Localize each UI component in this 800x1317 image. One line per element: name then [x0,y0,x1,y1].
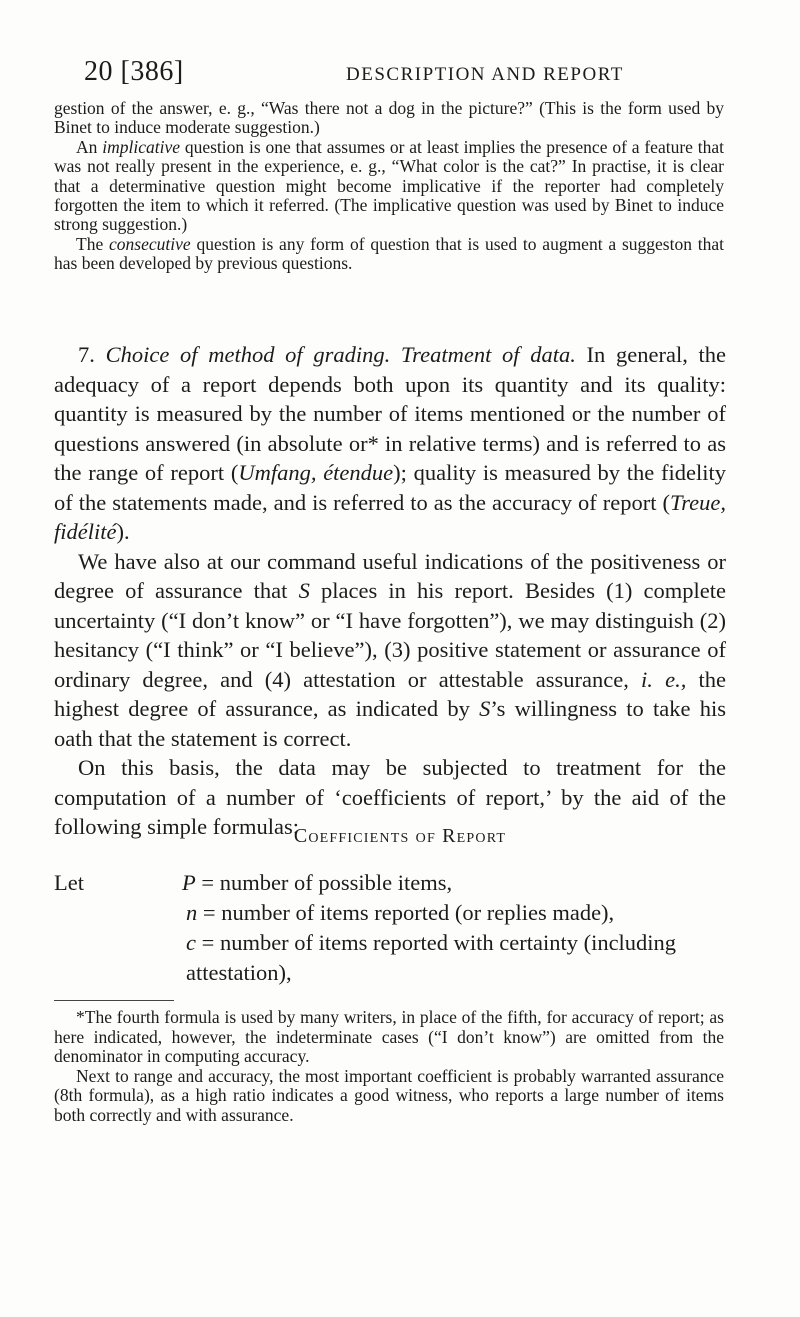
definition-n: n = number of items reported (or replies made), [186,900,615,925]
section-title: Choice of method of grading. Treatment of data. [105,342,576,367]
footnote-rule [54,1000,174,1001]
running-title: DESCRIPTION AND REPORT [346,64,624,85]
let-label: Let [54,870,84,895]
footnote-paragraph-2: Next to range and accuracy, the most important coefficient is probably warranted assurance (8th formula), as a high ratio indicates a good witness, who reports a large number of items both correctly and with assurance. [54,1065,724,1125]
section-number: 7. [78,342,95,367]
definition-c: c = number of items reported with certainty (including attestation), [186,930,677,985]
small-print-block [54,99,724,274]
footnote-paragraph-1: *The fourth formula is used by many writers, in place of the fifth, for accuracy of report; as here indicated, however, the indeterminate cases (“I don’t know”) are omitted from the denominator in computing accuracy. [54,1007,724,1067]
small-paragraph-2: An implicative question is one that assumes or at least implies the presence of a feature that was not really present in the experience, e. g., “What color is the cat?” In practise, it is clear that a determinative question might become implicative if the reporter had completely forgotten the item to which it referred. (The implicative question was used by Binet to induce strong suggestion.) [54,136,724,235]
section-paragraph: 7. Choice of method of grading. Treatment of data. In general, the adequacy of a report depends both upon its quantity and its quality: quantity is measured by the number of items mentioned or the number of questions answered (in absolute or* in relative terms) and is referred to as the range of report (Umfang, étendue); quality is measured by the fidelity of the statements made, and is referred to as the accuracy of report (Treue, fidélité). [54,342,727,544]
small-paragraph-3: The consecutive question is any form of question that is used to augment a suggeston that has been developed by previous questions. [54,233,724,274]
basis-paragraph: On this basis, the data may be subjected to treatment for the computation of a number of ‘coefficients of report,’ by the aid of the following simple formulas: [54,755,726,839]
term-consecutive: consecutive [109,233,191,254]
definition-p: P = number of possible items, [182,870,453,895]
main-text-block [54,340,726,842]
page-header [84,56,724,86]
page-number: 20 [386] [84,56,184,87]
coefficients-heading: Coefficients of Report [293,825,507,847]
assurance-paragraph: We have also at our command useful indications of the positiveness or degree of assurance that S places in his report. Besides (1) complete uncertainty (“I don’t know” or “I have forgotten”), we may distinguish (2) hesitancy (“I think” or “I believe”), (3) positive statement or assurance of ordinary degree, and (4) attestation or attestable assurance, i. e., the highest degree of assurance, as indicated by S’s willingness to take his oath that the statement is correct. [54,548,726,751]
small-paragraph-1: gestion of the answer, e. g., “Was there not a dog in the picture?” (This is the form used by Binet to induce moderate suggestion.) [54,98,724,138]
footnote-block [54,1008,724,1126]
term-implicative: implicative [102,136,180,157]
